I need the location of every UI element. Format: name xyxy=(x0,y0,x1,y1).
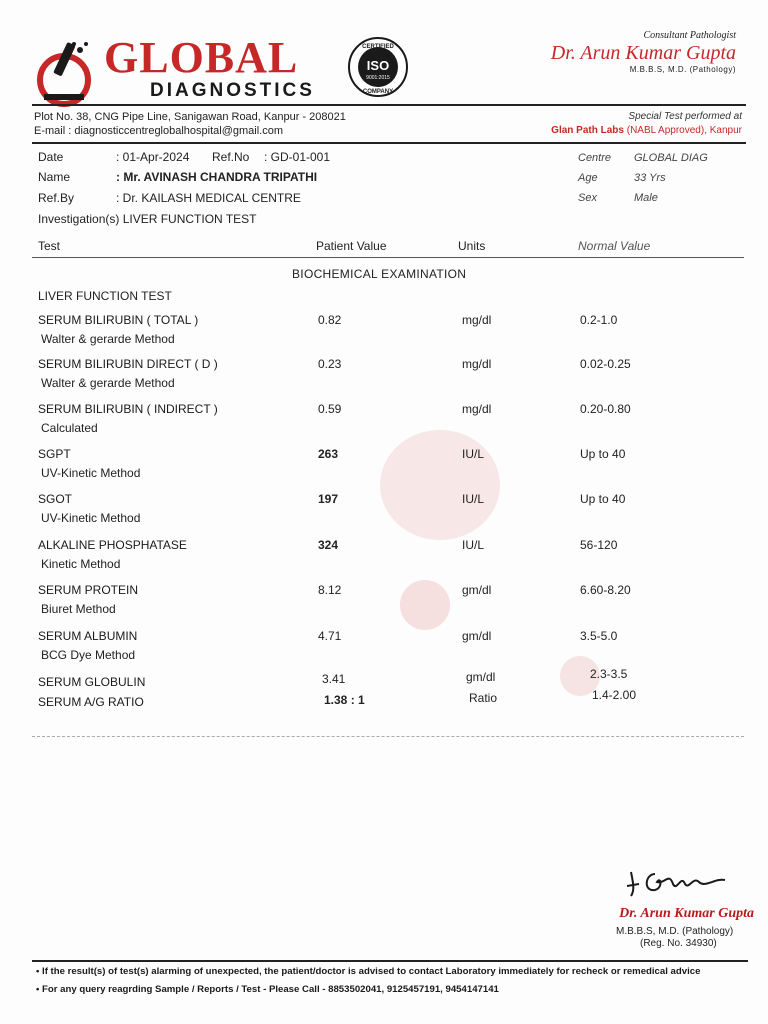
test-name: SERUM BILIRUBIN ( INDIRECT ) xyxy=(38,402,218,416)
test-name: SERUM PROTEIN xyxy=(38,583,139,597)
table-row xyxy=(0,667,768,693)
table-row xyxy=(0,583,768,627)
signatory-degree: M.B.B.S, M.D. (Pathology) xyxy=(616,926,734,937)
table-row xyxy=(0,402,768,446)
test-method: Walter & gerarde Method xyxy=(41,332,175,346)
test-method: Biuret Method xyxy=(41,602,116,616)
name-label: Name xyxy=(38,170,71,184)
signatory-credentials xyxy=(616,926,733,950)
signatory-reg-no: (Reg. No. 34930) xyxy=(640,938,717,949)
test-value: 1.38 : 1 xyxy=(324,693,365,707)
footer-divider xyxy=(32,960,748,962)
table-row xyxy=(0,492,768,536)
partner-lab-note: (NABL Approved), Kanpur xyxy=(623,125,742,136)
email-line: E-mail : diagnosticcentreglobalhospital@gmail.com xyxy=(34,125,284,137)
test-value: 8.12 xyxy=(318,583,342,597)
col-header-value: Patient Value xyxy=(316,239,387,253)
test-value: 0.23 xyxy=(318,357,342,371)
patient-name: : Mr. AVINASH CHANDRA TRIPATHI xyxy=(116,170,318,184)
col-header-units: Units xyxy=(458,239,486,253)
test-method: UV-Kinetic Method xyxy=(41,511,141,525)
test-range: 56-120 xyxy=(580,538,618,552)
test-range: 3.5-5.0 xyxy=(580,629,618,643)
table-row xyxy=(0,447,768,491)
test-name: SGOT xyxy=(38,492,73,506)
address-block xyxy=(34,110,346,138)
col-header-test: Test xyxy=(38,239,61,253)
patient-info xyxy=(38,150,518,230)
test-range: Up to 40 xyxy=(580,492,626,506)
test-unit: mg/dl xyxy=(462,357,492,371)
consultant-degree: M.B.B.S, M.D. (Pathology) xyxy=(629,65,736,74)
test-unit: IU/L xyxy=(462,447,485,461)
test-value: 197 xyxy=(318,492,339,506)
test-value: 0.59 xyxy=(318,402,342,416)
end-of-report-divider xyxy=(32,736,744,737)
iso-certified-seal-icon xyxy=(347,36,409,98)
test-range: 0.2-1.0 xyxy=(580,313,618,327)
consultant-title: Consultant Pathologist xyxy=(643,30,736,41)
test-method: Calculated xyxy=(41,421,98,435)
test-value: 324 xyxy=(318,538,339,552)
sex-label: Sex xyxy=(578,192,597,204)
table-row xyxy=(0,313,768,357)
test-name: SERUM GLOBULIN xyxy=(38,675,146,689)
centre-label: Centre xyxy=(578,152,612,164)
test-value: 3.41 xyxy=(322,672,346,686)
special-test-block xyxy=(551,110,742,138)
test-unit: mg/dl xyxy=(462,313,492,327)
brand-name: GLOBAL xyxy=(104,33,299,82)
test-name: SERUM ALBUMIN xyxy=(38,629,138,643)
refby-value: : Dr. KAILASH MEDICAL CENTRE xyxy=(116,191,301,205)
test-name: SERUM BILIRUBIN ( TOTAL ) xyxy=(38,313,199,327)
microscope-logo-icon xyxy=(30,36,100,108)
centre-value: GLOBAL DIAG xyxy=(634,152,708,164)
test-name: SERUM BILIRUBIN DIRECT ( D ) xyxy=(38,357,218,371)
table-row xyxy=(0,688,768,714)
section-title: BIOCHEMICAL EXAMINATION xyxy=(292,267,467,281)
refno-value: : GD-01-001 xyxy=(264,150,331,164)
signatory-name: Dr. Arun Kumar Gupta xyxy=(619,906,754,921)
brand-block xyxy=(104,33,315,102)
iso-top-text: CERTIFIED xyxy=(362,44,394,50)
address-divider xyxy=(32,142,746,144)
test-range: 2.3-3.5 xyxy=(590,667,628,681)
test-method: BCG Dye Method xyxy=(41,648,136,662)
test-unit: IU/L xyxy=(462,538,485,552)
age-value: 33 Yrs xyxy=(634,172,666,184)
test-range: Up to 40 xyxy=(580,447,626,461)
patient-meta xyxy=(578,152,748,208)
consultant-name: Dr. Arun Kumar Gupta xyxy=(550,42,736,64)
test-method: UV-Kinetic Method xyxy=(41,466,141,480)
test-unit: IU/L xyxy=(462,492,485,506)
test-range: 1.4-2.00 xyxy=(592,688,637,702)
column-header-divider xyxy=(32,257,744,258)
test-method: Kinetic Method xyxy=(41,557,121,571)
consultant-block xyxy=(476,30,736,74)
age-label: Age xyxy=(578,172,598,184)
test-range: 6.60-8.20 xyxy=(580,583,631,597)
test-unit: gm/dl xyxy=(466,670,496,684)
test-range: 0.02-0.25 xyxy=(580,357,631,371)
footer-note-advice: • If the result(s) of test(s) alarming of unexpected, the patient/doctor is advised to contact Laboratory immediately for recheck or remedical advice xyxy=(36,966,701,977)
table-row xyxy=(0,357,768,401)
test-range: 0.20-0.80 xyxy=(580,402,631,416)
test-unit: gm/dl xyxy=(462,583,492,597)
test-unit: mg/dl xyxy=(462,402,492,416)
refno-label: Ref.No xyxy=(212,150,250,164)
test-unit: Ratio xyxy=(469,691,498,705)
footer-note-contact: • For any query reagrding Sample / Reports / Test - Please Call - 8853502041, 9125457191, 9454147141 xyxy=(36,984,499,995)
investigation-line: Investigation(s) LIVER FUNCTION TEST xyxy=(38,212,257,226)
test-unit: gm/dl xyxy=(462,629,492,643)
partner-lab-name: Glan Path Labs xyxy=(551,125,624,136)
table-row xyxy=(0,629,768,673)
test-method: Walter & gerarde Method xyxy=(41,376,175,390)
test-name: SERUM A/G RATIO xyxy=(38,695,144,709)
iso-mid-text: ISO xyxy=(366,58,390,73)
special-test-line: Special Test performed at xyxy=(628,111,742,122)
brand-subtitle: DIAGNOSTICS xyxy=(150,80,315,101)
iso-bottom-text: COMPANY xyxy=(362,89,394,95)
test-name: ALKALINE PHOSPHATASE xyxy=(38,538,187,552)
address-line: Plot No. 38, CNG Pipe Line, Sanigawan Road, Kanpur - 208021 xyxy=(34,111,346,123)
iso-low-text: 9001:2015 xyxy=(366,75,390,81)
test-name: SGPT xyxy=(38,447,71,461)
header-divider xyxy=(32,104,746,106)
refby-label: Ref.By xyxy=(38,191,75,205)
test-value: 263 xyxy=(318,447,339,461)
table-row xyxy=(0,538,768,582)
col-header-normal: Normal Value xyxy=(578,239,651,253)
date-value: : 01-Apr-2024 xyxy=(116,150,190,164)
partner-lab-line xyxy=(551,124,742,138)
sex-value: Male xyxy=(634,192,658,204)
handwritten-signature xyxy=(625,862,735,902)
test-value: 4.71 xyxy=(318,629,342,643)
date-label: Date xyxy=(38,150,64,164)
test-group-title: LIVER FUNCTION TEST xyxy=(38,289,172,303)
test-value: 0.82 xyxy=(318,313,342,327)
